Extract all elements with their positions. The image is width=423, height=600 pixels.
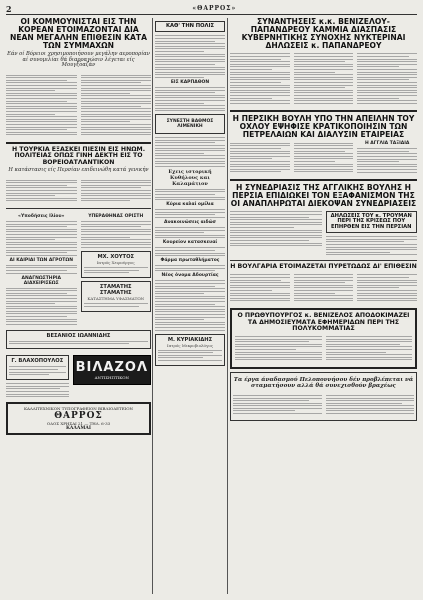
headline-turkey: Η ΤΟΥΡΚΙΑ ΕΞΑΣΚΕΙ ΠΙΕΣΙΝ ΕΙΣ ΗΝΩΜ. ΠΟΛΙΤΕΙΑΣ ΟΠΩΣ ΓΙΝΗ ΔΕΚΤΗ ΕΙΣ ΤΟ ΒΟΡΕΙΟΑΤΛΑΝΤΙΚΟΝ bbox=[11, 145, 146, 166]
headline-korea: ΟΙ ΚΟΜΜΟΥΝΙΣΤΑΙ ΕΙΣ ΤΗΝ ΚΟΡΕΑΝ ΕΤΟΙΜΑΖΟΝΤΑΙ ΔΙΑ ΝΕΑΝ ΜΕΓΑΛΗΝ ΕΠΙΘΕΣΙΝ ΚΑΤΑ ΤΩΝ ΣΥΜΜΑΧΩΝ bbox=[10, 18, 147, 50]
article-turkey-body bbox=[6, 176, 151, 205]
column-rule-1 bbox=[152, 18, 153, 594]
ad-stamatis: ΣΤΑΜΑΤΗΣ ΣΤΑΜΑΤΗΣ ΚΑΤΑΣΤΗΜΑ ΥΦΑΣΜΑΤΩΝ bbox=[81, 281, 152, 312]
box-limeniki: ΣΥΝΕΣΤΗ ΒΑΘΜΟΣ ΛΙΜΕΝΙΚΗ bbox=[155, 114, 225, 134]
masthead-strip bbox=[6, 3, 417, 15]
ad-vesanios: ΒΕΣΑΝΙΟΣ ΙΩΑΝΝΙΔΗΣ bbox=[6, 330, 151, 350]
notice-kythilous: Εχεις ιστορική Κυθήλους και Καλαμάτιον bbox=[168, 168, 212, 187]
headline-venizelos-papandreou: ΣΥΝΑΝΤΗΣΕΙΣ κ.κ. ΒΕΝΙΖΕΛΟΥ-ΠΑΠΑΝΔΡΕΟΥ ΚΑΜΜΙΑ ΔΙΑΣΠΑΣΙΣ ΚΥΒΕΡΝΗΤΙΚΗΣ ΣΥΝΟΧΗΣ ΝΥΚΤΕΡΙΝΑΙ ΔΗΛΩΣΕΙΣ κ. ΠΑΠΑΝΔΡΕΟΥ bbox=[241, 18, 406, 50]
page-number: 2 bbox=[6, 3, 12, 14]
section-diaxeirisi: ΑΝΑΓΝΩΣΤΗΡΙΑ ΔΙΑΧΕΙΡΙΣΕΩΣ bbox=[21, 275, 62, 286]
item-3: Κουρείον κατασκευαί bbox=[162, 240, 218, 246]
article-bulgaria-body bbox=[230, 271, 417, 305]
ad-vilazol: ΒΙΛΑΖΟΛ ΑΝΤΙΣΗΠΤΙΚΟΝ bbox=[73, 355, 151, 385]
side-headline: Η ΑΓΓΛΙΑ ΤΑΞΙΔΙΑ bbox=[364, 141, 410, 147]
item-2: Ανακοινώσεις αιδώσ bbox=[163, 219, 216, 225]
box-peloponnese-works: Τα έργα άναδασμού Πελοποννήσου δέν προβλέπεται νά σταματήσουν αλλά θά συνεχισθούν βραχέως bbox=[230, 372, 417, 421]
box-prime-minister: Ο ΠΡΩΘΥΠΟΥΡΓΟΣ κ. ΒΕΝΙΖΕΛΟΣ ΑΠΟΔΟΚΙΜΑΖΕΙ ΤΑ ΔΗΜΟΣΙΕΥΜΑΤΑ ΕΦΗΜΕΡΙΔΩΝ ΠΕΡΙ ΤΗΣ ΠΟΛΥΚΟΜΜΑΤΙΑΣ bbox=[230, 308, 417, 369]
article-british-body bbox=[230, 208, 417, 258]
article-persia-body bbox=[230, 139, 417, 176]
column-right bbox=[230, 18, 417, 594]
column-middle bbox=[155, 18, 225, 594]
item-5: Νέος όνομα Αδουρτίας bbox=[161, 273, 219, 279]
article-venizelos-body bbox=[230, 50, 417, 107]
ad-tharros-printing: ΚΑΛΛΙΤΕΧΝΙΚΟΝ ΤΥΠΟΓΡΑΦΕΙΟΝ ΒΙΒΛΙΟΔΕΤΕΙΟΝ ΘΑΡΡΟΣ ΟΔΟΣ ΧΡΗΣΑΙ 21 — ΤΗΛ. 6-33 ΚΑΛΑΜΑΙ bbox=[6, 402, 151, 435]
item-4: Φάρμα πρωταθλήματος bbox=[160, 258, 220, 264]
subhead-turkey: Η κατάστασις είς Περσίαν επιδεινώθη κατά γενικήν bbox=[8, 167, 149, 174]
ad-kyriakidis: Μ. ΚΥΡΙΑΚΙΔΗΣ Ιατρός Μικροβιολόγος bbox=[155, 334, 225, 366]
section-yperathinas: ΥΠΕΡΑΘΗΝΑΣ ΟΡΙΣΤΗ bbox=[88, 214, 144, 220]
paper-name: «ΘΑΡΡΟΣ» bbox=[192, 5, 237, 12]
column-left bbox=[6, 18, 151, 594]
article-korea-body bbox=[6, 71, 151, 139]
column-rule-2 bbox=[227, 18, 228, 594]
ad-vlachopoulos: Γ. ΒΛΑΧΟΠΟΥΛΟΣ bbox=[6, 355, 69, 380]
ad-chouтos: ΜΧ. ΧΟΥΤΟΣ Ιατρός Χειρούργος bbox=[81, 251, 152, 278]
section-agrotes: ΑΙ ΚΑΙΡΙΑΙ ΤΩΝ ΑΓΡΟΤΩΝ bbox=[9, 257, 73, 263]
headline-bulgaria: Η ΒΟΥΛΓΑΡΙΑ ΕΤΟΙΜΑΖΕΤΑΙ ΠΥΡΕΤΩΔΩΣ ΔΙ' ΕΠΙΘΕΣΙΝ bbox=[230, 263, 417, 271]
box-truman: ΔΗΛΩΣΕΙΣ ΤΟΥ κ. ΤΡΟΥΜΑΝ ΠΕΡΙ ΤΗΣ ΚΡΙΣΕΩΣ ΠΟΥ ΕΠΗΡΘΕΝ ΕΙΣ ΤΗΝ ΠΕΡΣΙΑΝ bbox=[326, 211, 418, 233]
subhead-korea: Εάν οί Βόρειοι χρησιμοποιήσουν μεγάλην αεροπορίαν αί συνομιλίαι θά διαρραγώσιν λέγεται είς Μουγξοαζάν bbox=[7, 50, 150, 69]
box-city: ΚΑΘ' ΤΗΝ ΠΟΛΙΣ bbox=[155, 21, 225, 32]
section-karpathos: ΕΙΣ ΚΑΡΠΑΘΟΝ bbox=[170, 79, 210, 85]
headline-british-parliament: Η ΣΥΝΕΔΡΙΑΣΙΣ ΤΗΣ ΑΓΓΛΙΚΗΣ ΒΟΥΛΗΣ Η ΠΕΡΣΙΑ ΕΠΙΔΙΩΚΕΙ ΤΟΝ ΕΞΑΦΑΝΙΣΜΟΝ ΤΗΣ ΟΙ ΑΝΑΠΛΗΡΩΤΑΙ ΔΙΕΚΟΨΑΝ ΣΥΝΕΔΡΙΑΣΕΙΣ bbox=[230, 182, 417, 208]
section-ypodiseis: «Υποδήσεις Ιλίου» bbox=[18, 214, 65, 220]
item-1: Κύρια καλαί ομίλια bbox=[166, 202, 214, 208]
headline-persian-parliament: Η ΠΕΡΣΙΚΗ ΒΟΥΛΗ ΥΠΟ ΤΗΝ ΑΠΕΙΛΗΝ ΤΟΥ ΟΧΛΟΥ ΕΨΗΦΙΣΕ ΚΡΑΤΙΚΟΠΟΙΗΣΙΝ ΤΩΝ ΠΕΤΡΕΛΑΙΩΝ ΚΑΙ ΔΙΑΛΥΣΙΝ ΕΤΑΙΡΕΙΑΣ bbox=[232, 114, 415, 140]
